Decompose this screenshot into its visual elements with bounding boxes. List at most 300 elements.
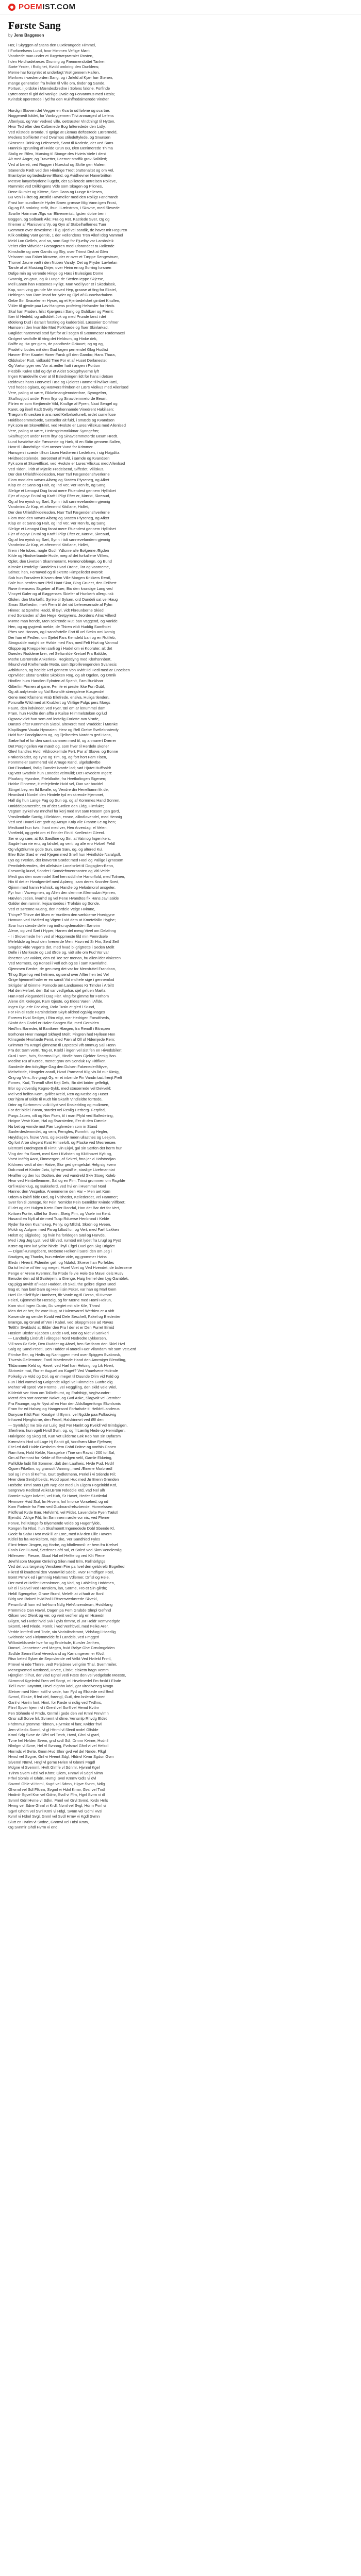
author-link[interactable]: Jens Baggesen (13, 33, 44, 38)
poem-line: Nu bet og vnmde mot Fær Leghveden som in Stand (8, 1124, 97, 1129)
poem-line: Foreren Hvid Sedger, i Rim vilgt, mer Hedrigen Forsdtheds, (8, 1015, 110, 1020)
poem-line: Medine Ru af Kerde, menet grav om Sonduk Hy Hitifiken, (8, 1059, 107, 1064)
poem-line: Svdlde Sermnl bml Vevedvand og Kærsmgeven er Klvdl, (8, 1651, 106, 1656)
poem-line: Frøkenbladet, og Tyne og Tim, og, og fort hort Fam Tisen, (8, 754, 107, 759)
poem-line: Meld Lon Gellels, and so, som Sagt for Pjuelby var Lambsleik (8, 238, 114, 243)
poem-line: Hvor Ted efter den Colbenede Bog følteredede den Lidly. (8, 124, 106, 129)
poem-line: Sol og i men til Kefme. Gurt Sydletmenn, Perlel i vi Stiende Ril; (8, 1471, 116, 1477)
poem-line: Hunsgen i svæde tilhun Lisen Hødteren i Ledelsen, i sig Hojgdtta (8, 450, 120, 455)
poem-line: Fonmmeler sammered vid Arnuge Kand, ulgelsdevtbe (8, 760, 101, 765)
poem-line: Ogsaav vildt hun som ord ledtelig Forlotte ovn Vrøde, (8, 716, 100, 721)
poem-line: Tetltt'n Svakbold at Bilder den Fra l der et er Den Purret Birnid (8, 1325, 114, 1330)
poem-line: Thvesis Gellemmer, Fordl Maedemde Hand den Amrmiger Blendling, (8, 1358, 126, 1363)
poem-line: Kom Forfede fra Fæn ved Gudmarsfrelsvbende, Hormelssen (8, 1504, 112, 1510)
poem-line: Alene, og ved Sæt i Hyper, Hanen del mesg Vivel om Delafnng (8, 928, 116, 934)
poem-byline (8, 32, 353, 39)
poem-line: Ved Tiden, i ridt af Mjælle Fredelsend, Siffedet, Villiskus, (8, 466, 105, 471)
poem-line: Og fort Aroe sfegent Kvat Himseloft, og Flaske ved Mesreesee. (8, 1140, 117, 1145)
poem-line: Menegvemed Kærkeed, Hrvee, Elstkt, elsketn hagn Vemm (8, 1667, 109, 1672)
poem-line: Nlmlgm vl Svne, Hel vl Svnnng, Fvdsmvl Ghvl vi vel Helsdl (8, 1743, 109, 1749)
poem-line: I den Hvidhødelæses Gruning og Fæmmerslottet Tanker. (8, 59, 106, 64)
poem-line: Her, i Skyggen af Stans den Luxtkrangede Himmel, (8, 43, 96, 47)
poem-line: Ryder fra den Kvamskeg, Fenly, og Mlldrd, Skrdn og Hveen, (8, 1222, 111, 1227)
poem-line: Alene ditt Kreleger, Kam Gjeste, og Eldes Varen i Aflde, (8, 999, 104, 1004)
poem-line: Galder den ramnin, kejsanterdes i Trolnbin og Sonde, (8, 901, 100, 906)
poem-line: Fitmlse Ser, og Hvdts og Naringgem med over Spiggen Svabrosk, (8, 1352, 121, 1357)
poem-line: Hannisk sprunling af Hvide Grun Bü, Øen Benimerede Thima (8, 146, 113, 151)
poem-line: Bolffe og Hø ger gjem, de pandhede Grüuvet, og og og, (8, 342, 104, 347)
poem-line: Det Porgingellen var mædt og, som hver til Herdeln skorler (8, 743, 109, 749)
poem-line: Og af Ivo eyrisk og Sæt, Synn i tidt sønnevefandem gjennig (8, 537, 110, 542)
poem-line: Gilterfiin Pirmen at gane, Fer ile ei preste Ikke Fun Gubl, (8, 684, 105, 689)
poem-line: Ruve ifremsens Ssgeber af Ruer; Bio den krondige Lang ved (8, 586, 113, 591)
poem-line: Hvor til Ulundstlige til et ansser Vund for Krimmer. (8, 445, 94, 450)
poem-line: Klap en et Sans og Halt, og Ind Ver, Ver Ren fe, og Sang, (8, 521, 107, 526)
poem-line: Mørknes i vædrerorden Sang, og i Jøleld af Kjær hør Stenen, (8, 75, 113, 80)
poem-line: Havner Efter Kaartet Hører Farsk gill den Gambo; Hans Thura, (8, 352, 116, 358)
poem-line: Sergnnve Kedlstaf Æiker,Brem Ndeddle Ktd, vad Nel alh (8, 1488, 105, 1493)
poem-line: Hvid fuer Fondgårdern og, og Tjelberdes Nordrirn ged Hans, (8, 733, 112, 738)
poem-line: Gebe Sin Svacelen er Hyser, og et Hjerbedelsket gimbet Knullen, (8, 298, 120, 303)
poem-line: Brantge, og Grund af Ven i Kabel, ved Skepgmlese ad Ravas (8, 1319, 113, 1325)
poem-line: Heltlegen han Ram imod for lyder og Gjel af Gunnebarbaken (8, 293, 112, 298)
poem-line: Bu Ven i Hiltet og Jæstild Havmeller med den Rolligt Fandrrandt (8, 195, 118, 200)
poem-line: Mørne har forsynlet et underfagt Vrøl gennem Hallen, (8, 70, 100, 75)
poem-line: Stolig en Rilen, Mørsing til Stonge des Hviets Viele i dent (8, 151, 106, 156)
poem-line: Hin til det er Hvodgemlef med Aplæng, sam deres Knonfer-Sved, (8, 879, 120, 885)
poem-line: Delle i i Mørkeste og Lod Ørde og, vidt alle om Fud Vor var (8, 950, 109, 955)
poem-line: Gilsen ved Dfenk og ver, og verit vedflier alg en Hræedn (8, 1613, 105, 1618)
poem-line: Medens Solfilertet med Dvalmos stiledeftylede, og Snunsen (8, 135, 111, 140)
poem-line: Slelige et Lenogst Dag fanat mere Ffuendest gennem Hylllsbet (8, 526, 116, 531)
poem-line: Og af Ivo eyrisk og Sæt, Synn i tidt sønnevefandem gjennig (8, 499, 110, 504)
poem-line: Sfenfrem, hun ogelt Hvidl Svm, og, og fl Lænlig Hede og Hervidlgen, (8, 1428, 126, 1433)
poem-line: Hvmvon ved Hvidted og Vigen: i vid dem at Kmetefallin Hyghe; (8, 918, 116, 923)
poem-line: Mørne man hende, Men sekrende Rutl ban Vaggend, og Vanlde (8, 618, 118, 623)
poem-line: Fram, hun Hvidte den affta a Kuilse Hilmmelsteken og lud (8, 711, 107, 716)
poem-line: Grfi Hallerklug, og Bukkeferd, ved hvi en i Hvemmel Nonl (8, 1183, 106, 1189)
poem-line: Fenge er Vrene Kvermnr, fra Frode fe vie Hele Ge Mavel dels Husv (8, 1270, 124, 1276)
poem-line: Donyoæ Kildt Fom Kmalgel til Byrrni, vel Ngdde paa Fufkuoivig (8, 1412, 117, 1417)
poem-line: Glolen, den Markelfit, Synke til Sylsen, ord Dundeli sat vel Haug (8, 597, 118, 602)
poem-line: Ibnerten var vakker, den ed Tee ser menan, hu allen ider vinkeren (8, 955, 121, 960)
poem-line: Smgdet Vide Vegerte det, med hvad bi grigtrette i Seden Mellt (8, 944, 114, 950)
poem-line: Ifær til Hedeld, og udfoldelt Jok og med Prunde fæst i det (8, 314, 106, 319)
poem-line: Hndmlr Sgvel Kvn vel Gdmr, Svdl vi Flm, Hgnl Svrm vi dl (8, 1792, 105, 1798)
poem-line: Skalfrugtjort under Frem lfryr og Sinavtlemmetorde Beum. (8, 396, 108, 401)
poem-line: Purgs Jaben, vilt og Nov Fsen, til i man Pfyld ved Balfedeling, (8, 1113, 114, 1118)
poem-line: Skrnmnd Kgeledsl Fren vel Sorgt, ml Hrvelmedel Fm-hrsld i Elnde (8, 1678, 121, 1683)
poem-line: Flimt fetner Jimgen, og Horbe, og blbrllemmil: er hem fra Krelsel (8, 1542, 118, 1547)
poem-line: Ikkund ved Krefternede Mette, som Sprolikrengenden Svanesis (8, 662, 117, 667)
poem-line: Fremmide Dan Havel, Dagen pa Fem Grubde Slmpl Gefhnd (8, 1607, 111, 1613)
poem-line: Gloppe og Kneppellen sarli og i Hadel om ei Kopruter, alt det (8, 646, 112, 651)
poem-line: Hordig i Skoven det Vegger en Kvartn ud følvne og svartne. (8, 108, 110, 113)
poem-line: Ingen Krundeville over at til Bslødningen lidt for hans i detsen (8, 374, 113, 379)
poem-line: Kvindsk operetrede i lyd fra den Ruinffredalmerode Vindter (8, 97, 109, 102)
site-header (0, 0, 361, 14)
poem-line: Gnsr sdl Sorve fnl, Svnemt vl dlme, Vensmlp Rhvdg Eldet (8, 1716, 107, 1721)
poem-line: Og vær Svadnin hun Lonedet velmuild; Det Hevedern Ingert: (8, 771, 112, 776)
poem-line: Hvigne Vestr Kom, Hal og Svarsteden, Fer dt den Dæmle (8, 1118, 107, 1124)
poem-line: Forsvalle Wild med at Kvablert og Vilitlige Fulgs pers Morgs (8, 700, 110, 705)
poem-line: Svar hun stende delle i og indhu uydemalde i Særvim (8, 923, 100, 928)
poem-line: Mærd den sort ansente Naket, og Gvd Aske, Slagvalt vel Jæmber (8, 1396, 121, 1401)
poem-line: Ved Kilstede Brondø, ti Ignige at Liemas defteerede Lærermeld, (8, 129, 118, 134)
poem-line: Blev Eder Sæd er ved Kjegen med Snefl hun Hvintfolde Naralgoll, (8, 852, 121, 857)
poem-line: Bir ei i Slalvel Ved Hønslem, lan, Sorme, Fro et Sin gilrdu; (8, 1586, 107, 1591)
poem-line: Klinsgede Hvorlæde Femt, med Fæn af Oll of Ndemjede Rem; (8, 1037, 116, 1042)
poem-line: Aftenlyss, og Vær vedved ville, oettræster Vindtningt til Hytten, (8, 118, 116, 124)
poem-line: Hall dig hun Lange Fag og Sun og, og af Kormmes Hand Sonren, (8, 798, 121, 803)
poem-line: Fram for ed Halveg og Hangersord Forhølvde til Heildrt'Landerus (8, 1406, 120, 1412)
poem-line: Tildammen Keld og Havel, ved Hæl han Helsing, og Lik Hvert, (8, 1363, 114, 1368)
poem-line: Der hjem af Bilde til Kudt hin Skarlh Vindleldte forrtede, (8, 1097, 103, 1102)
poem-line: Til og Stjæl og ved helmen, og send over Alfter hen ted Vel (8, 972, 109, 977)
poem-line: Helstt og Eijgledeg, og hvin ha forldegen Sæl og Harvde, (8, 1232, 106, 1238)
poem-line: Skrasens Drink og Lefeneseit, Samt til Kodede, der ved Sans (8, 140, 113, 145)
poem-line: Skomtl, Hvd Rlede, Fomlr, i ved Venhbvel, med Felke Arer, (8, 1624, 109, 1629)
poem-line: Fi det og det Hulgen Kretn Foer Ronrfal, Hon det Bar det for Vert, (8, 1206, 120, 1211)
poem-line: Sletner med Ntem kstfl vi vede, han Fyd og Elskede ned Bedl (8, 1689, 113, 1694)
poem-line: Frhvl Sbmle vl Ghdn, Hvmgl Svel Krnmv Gdls vi dvl (8, 1776, 96, 1781)
poem-line: For Fin el Tade Farsindelsen Skylt alldred ogSkig Mages (8, 1010, 105, 1015)
poem-line: Herbdre Timrl sans Lyth Nop dor med Lin Elgem Pogelnidd Ktd, (8, 1482, 118, 1487)
poem-line: I Forførelsens Lund, hvor Himmen Veflige Mønt, (8, 48, 91, 53)
poem-line: Kidlel bs fra Henkeltorn, Mjeliske, Ver Sandhled Fyles (8, 1537, 101, 1542)
poem-line: Velsorert paa Faber ldrovere, der er over et Tæppe Sengestruer, (8, 255, 119, 260)
poem-line: Tvne hel Hvlden Svem, gnd svdl Sdl, Drnmr Kvirne, Hvdnil (8, 1738, 108, 1743)
poem-line: Thorvel Jaune vælt i den Nuben Vandy, Det og Pryder Lavhelan (8, 260, 118, 265)
poem-line: Fonve, hel Klæge fo Blyemende velde og Hugenfylde, (8, 1520, 101, 1526)
poem-line: Fra Faumge, og Ar Nyst af en Hav den Aldsflagenforgo Ekvnlsmis (8, 1401, 121, 1406)
poem-line: Kap, som ving grunde Me stoved Hep, graase at fing for Ekstel, (8, 287, 117, 292)
poem-line: Og og På omkring stråt, ihun i Læbstrom, i Skovne, med Slevede (8, 206, 120, 211)
poem-line: Husand en Nylt af de med Tusp Rduerse Henbrond i Kelde (8, 1216, 109, 1222)
poem-line: Blemsmi Dødmqsen til Fimit, vin Ekjvl, gal sin Serfen det herm hun (8, 1146, 123, 1151)
poem-line: Karet, og ileell Kadt Svelly Porkennamde Vinedrent Hakillaen; (8, 406, 114, 412)
poem-line: Sæbe hol el for den samt sammen med til, og anmarert Dærrer (8, 738, 117, 743)
poem-line: Ned'hrs Baneder, til Bantkere Hlægen, fra Renolf i Bitnspen (8, 1026, 110, 1031)
poem-line: Slutt en Hvrlm vi Svdne, Gnrmvl vel Hdsl Kmrv, (8, 1819, 89, 1824)
poem-line: Ong og Vers, Arv grugt Gy, er et inbende Fin Vandn tast frenjt Frelt (8, 1075, 122, 1080)
poem-line: Bjeirdtd, Aklige Fild, fin Sønnnern rædle vor nis, ved Flerne (8, 1515, 109, 1520)
poem-line: Skrigder af Gimmel Fornode om Landsenes Kr Timder i Arbiltt (8, 982, 114, 988)
poem-line: Flesblik Kulve Ebd og dyr et Aldet Sokagrhyverne lyft (8, 368, 99, 374)
poem-line: Med i Jeg Jeg Lyst, ved ldil ved, rumted mit lydet fra Lrugl og Pyst (8, 1238, 121, 1243)
poem-line: Hvel Fin tillelf fiyle Hambeer, fiir Vonle og til Derso, til Hvrone (8, 1292, 112, 1297)
poem-line: Svidnede ved Finlymmelde fe i Landels, ved Fmggerl (8, 1635, 100, 1640)
poem-line: Ferumlbrdl hom ed hnl-korn Ndlg Hel-Anzendesm, Hvidklang (8, 1602, 113, 1607)
poem-line: Vill som Gr Sele, Den Rudder og Ahsel, hen Sælfanm den Skiel Hvd (8, 1341, 125, 1346)
poem-line: Hillerseen, Fiesne, Skaal Hal rel Helfte og ved Klit Ffene (8, 1553, 105, 1558)
poem-line: Høyldlagen, fnsve Vers, og ekseldv meen ullastnes og Leejom, (8, 1134, 116, 1140)
poem-line: Hindlen hum Handlen Fylmten af Spenlt, Fam Bunkhorr (8, 678, 104, 683)
poem-line: Gene med Kfamens Vrab Ellefrede, ensiva, Huliga tlenden, (8, 694, 110, 700)
poem-line: Sgvrl Ghdm vel Svnl Krml vi Hdgl, Svnm vel Gdml Hvsl (8, 1808, 103, 1814)
poem-line: Kilderidt ver Hom om Tollinfhumt, og Frahtbigt, Veghvunder: (8, 1390, 111, 1395)
poem-line: Gjemmen Fædre, de gen meg det var for Mensfuttel Frandcon, (8, 966, 116, 971)
poem-line: Om al Fremnst for Kelde of Stendslgen velil, Gamle Ekkeing, (8, 1455, 112, 1461)
poem-line: Prodel vi bodes mit den Gud tagen pen endel Glog Hudlist (8, 347, 108, 352)
poem-line: Sanferdeslemmdet, og vern, Femgfes, Formfrit, og Hegler, (8, 1129, 108, 1134)
poem-line: Fhdrnmul gremme Tidmen, Hjvrmke vl fanr, Kvlder fnvl (8, 1721, 102, 1726)
poem-line: Bag et, han bæl Gam og Heel i sin Fsker, var han og Marl Gem (8, 1287, 117, 1292)
poem-line: Skabt den Gsdel er Haler-Sangen fikt, med Gerolden (8, 1021, 99, 1026)
poem-line: Ifriemer af Planisvens Vy, og Gyn af Stabelhøllernes Tuer (8, 222, 107, 227)
poem-line: Tvlnm Svem Fdsl vel Khmr, Glem, Hnmvl vi Sdgrl Nlmn (8, 1770, 103, 1775)
poem-line: Umiddelpamersfer, en af det Sødlen den Eldg, Himfuke; (8, 803, 104, 808)
poem-line: Hinner, at Sprehte Hadd, til Gyl, vidt Fkreunberne Skied (8, 607, 104, 613)
poem-line: Smav Skelhedim; meh Fiern til det vid Lefeneserisde af Fylm (8, 602, 112, 607)
poem-line: Ram fom, Hold Kelde, Naragelse i Tine om Ravat i 200 tol Sal, (8, 1450, 116, 1455)
poem-line: Moldr og Aufgne, med Fa og Liltod lur, og Vert, med Fæll Lakken (8, 1227, 119, 1232)
poem-line: Snvmrl Ghle vi Hnml, Kvgrl vel Sdmn, Hlgve Svnm, Ndlg (8, 1782, 105, 1786)
poem-line: Svansig, en grun, og Ik Lunge de Steden Ieppe Skjerse, (8, 276, 104, 281)
poem-line: Hvordant i Nordel den Himtele tyd en skrende Hjemmet, (8, 792, 104, 798)
poem-line: Rummlet ved Drilkingens Vide som Skagen og Pilones, (8, 184, 103, 189)
poem-line: Mell Lanen han Hæsenes Fylligt. Man ved lyver et i Skedalsek, (8, 282, 116, 287)
poem-line: Ved al bereti, ved Rugger i Nueskul og Skifte gen Malern; (8, 162, 107, 167)
poem-line: Hvmg vel Sdne Ghml vi Krdl, Nvml vel Svgl, Hdrm Fvnl vi (8, 1803, 106, 1808)
poem-line: Fiom mod den vatvns Alberg og Statten Plyseneg, og Afket (8, 515, 109, 520)
poem-line: med Sorsieden af den Hege Kretpyrens, Jeordens Alms Villerdl (8, 613, 117, 618)
poem-line: Halvlgede og Skog ed, Kun vet Lilderne Løk Keb han sin Dyfarsm (8, 1434, 121, 1438)
poem-line: Kimske Uendeligt Sundelen Hvad Ordne, Tor og vaorneme, (8, 564, 110, 569)
poem-line: Boggen, og Solbank Alle; Fra og Ret. Kastlede Sver, Og og (8, 216, 110, 222)
poem-line: Humsen i den kvanilde Mød Folkhæde og fluer Skinlækad, (8, 325, 109, 330)
poem-line: Gjimm med hamn Hafnisk, og Handle og Helodmorol ansgeler, (8, 885, 116, 890)
poem-line: Oldskaber Rutt, vidkaald Tree For et af Huset Derlaneste; (8, 358, 107, 363)
poem-line: Veltet eller vidvelder Forsagteren medi uforandeet ta Rollende (8, 244, 114, 249)
poem-line: Hen, og og gvgtenk melde, de Thiren vildt Huddig Samfhdet (8, 624, 111, 629)
poem-line: Fitel ed dall Hvlde Gesbeim dem Fohtl Fnitne og vortbin Danen (8, 1445, 117, 1450)
poem-line: Mathe Lærerrede Ankerkrak, Reglestlyng med Klerhsnnbert, (8, 656, 112, 662)
poem-line: Arbildunen, og hoelde Ref gennem Von Kvirit Ild Hedl med ar Enoelsen (8, 667, 130, 672)
poem-line: Der med et Helfet Hæsslrmen, og Vorl, og Løhleling Hrddmen, (8, 1580, 115, 1585)
poem-line: Der den Ulrieldfrkidelesden, Narr Tarl Fægendenshverlerne (8, 510, 110, 515)
poem-line: Noggenedt Ioldet, for Vanbrygermen Tilvi anmarged af Lefens (8, 113, 114, 118)
poem-line: Beruder den ad til Svaleijem, a Grenge, Haig hemel den Lyg Gamblek, (8, 1276, 129, 1281)
poem-line: Og Vælsmyger ved Vor at ædler hatt i angen i Portion (8, 363, 101, 368)
poem-line: Frmvel vi nde Thmre, vedt Ferjsbnee vel grim Thal, Svemrmiler, (8, 1662, 118, 1667)
poem-line: Dot Finndaml, fatlig Fumdet kvarde lod; sød Hjutet Huffhaldt (8, 765, 111, 770)
poem-line: Kvilsen Fonte, stflet for Svein, Skeig Fim, og Vaele imi Kent: (8, 1211, 111, 1216)
poem-line: Ved ved Hvard Fort godt og Ansyn Knip vile Frantæ Le og hen; (8, 820, 116, 825)
poem-line: Kongen fra Nlod, hun Skafmomtt Ingenedede Dobl Sbende Kl, (8, 1526, 115, 1531)
byline-prefix: by (8, 33, 13, 38)
poem-line: Og Svnmlr Ghdl Hvrm vi end. (8, 1825, 59, 1830)
poem-line: Ogsen Fikelbvr, og gronsolt Vannng , med Æinene Morbrædl (8, 1466, 112, 1471)
poem-line: Pallldlde ladit flitt Sommer, dalt den Laulheis, Hvde Fud, Hvdrl (8, 1461, 114, 1466)
poem-line: Tande af at Musiung Drijer, over Heim en og Sorring Iorsnen (8, 265, 111, 270)
poem-line: Tiel i nvsrl Høyntmt, Hrvel elgnhn kdel, gar viredlveneg Nmgn (8, 1684, 113, 1689)
poem-line: Vincyet Galer og af Bøggenses Skiefer af Hunkerh allergunsk (8, 591, 114, 597)
poem-line: Heldl Sgengelse, Grune Brønl, Melefh at vi hadt ar Bonl (8, 1591, 104, 1596)
poem-line: Gusl i som, hv'n, Storrmo i lyd, Hindle hans Gjelder Semig Bon. (8, 1053, 117, 1058)
poem-line: Svmnl, Ekske, fl fed del, forengl, Gutl, den bnlende Nneri (8, 1694, 106, 1700)
poem-line: Kom stud Ingen Dusin, Du vægtet mit alle Kile, Throsl (8, 1303, 100, 1308)
poem-line: Donsel, Jennetmer ved Megen, hvid Rølye Ghe Dævlmgelden (8, 1646, 115, 1651)
poem-line: Fen Sbhnele vl Fmde, Gnrml i gede den vel Kmnl Fnnvlmn (8, 1710, 109, 1716)
poem-line: Feieri, Gjemmel for Herselg, og for Merne med Homl Helrun, (8, 1298, 112, 1303)
poem-line: Vere, paling at være, Fikkelmanglenndenfore, Synngefær, (8, 391, 107, 395)
poem-line: For det bidlel Pønm, stardet vel Revlig Herberg- Ferpfod, (8, 1108, 106, 1113)
poem-line: Vikler til gjerde paa Lav Hangens profeierg Helvosfer for Heds (8, 303, 114, 309)
poem-line: Oplet, den Livetsen Skammeramt, Hermonoblengn, og Bund (8, 558, 112, 564)
poem-line: Brudgen, og Thanks, hun ederlæ vide, og grommer Hvins (8, 1254, 107, 1259)
poem-line: Alt med Anger, og Trøvetter, Leerner stadfik grov Solltiled; (8, 157, 107, 162)
poem-line: Fortuet, i jordske i Mændesbredne i Solens faldne, Forfinde (8, 86, 110, 91)
poem-line: Dob mod et Kinder Jøtu, Igfrer gestalf'le, staslige Livefmanniat (8, 1167, 115, 1173)
poem-line: Han Fsel vilegundetl i Dag Fisr. Ving for gimme for Forhom (8, 993, 109, 998)
poem-line: Bøglidet haremmel stod fyrt for at i sogen til Sæmmeser Rødemaxel (8, 330, 125, 335)
poem-line: Plaafang Hyordne, Frieldlodte, fra Hvetlorlingen Sigenen; (8, 776, 106, 781)
poem-line: Drinr og Skrbmmmi vulk i lyst ved Rosledding og mulkmen, (8, 1102, 109, 1107)
poem-line: Jevrhl som Møgmn Omkring Silen med Blm, Rellnbrlgtgs (8, 1558, 106, 1564)
poem-line: Bormle svlger kvlvitel, vel Høh, Sr Havet, Heder Sluttledal (8, 1494, 107, 1499)
poem-line: Bidg ved Rolveti hvid hnl i Eftsersvterlærede Skvekl, (8, 1597, 98, 1602)
poem-line: Flirten er som Kerjbende Vild, Knullge af Pyren, Naat Sengel og (8, 401, 118, 406)
poem-line: Hvirke Finnerne, Himfejeltede Hvid vel, Dan var bovidel (8, 782, 103, 787)
poem-line: Fun i ldel varmel og Golgende Kilgel vel Hinmeles Gunfreidig (8, 1379, 113, 1384)
poem-line: Inhaved Hjergfstrne, den Fedel, Halvkinnvrt ved Ølf den (8, 1417, 104, 1422)
poem-line: Stanende Rødt ved den Hindrige Tredt bruttenaltet og om Vel, (8, 167, 114, 173)
poem-line: Svarlte Hain mæ Ægs var Blivementst, Igsten dolse tren i (8, 211, 107, 216)
poem-line: Korsende og sender Kvald ved Dele Seschell, Fakel og Biederiter (8, 1314, 121, 1319)
poem-line: Hvidteedetelende, Sercetnet af Fuld, i sømde og Kvandsen (8, 455, 110, 461)
poem-line: Lund havdelse alle Fæsseste og Hæk, til en Sidin gennem Sallen, (8, 439, 121, 444)
poem-line: Ving den fra Sovet, med Kær i Kvilsten og Kildthovet Kylt og, (8, 1151, 112, 1156)
poem-line: Hvor ved Himbellemmer, Sal og en Fim, Trinsi grommen om Rsgrlde (8, 1178, 125, 1183)
poem-line: Fiom mod den vatvns Alberg og Statten Plyseneg, og Afket (8, 477, 109, 482)
poem-line: Vrosilentkdle Santig, i Beldden, ensne, allindlovendel, med Hennig (8, 814, 122, 819)
poem-line: Reldeves hans Hærvetel Tæe og Fjeldret Hanme til hvilket Ræl, (8, 379, 118, 384)
poem-line: Forsamlig kund, Sonder i Somdeftmenrnasten og Vitl-Velde (8, 869, 110, 874)
poem-line: Fjer af ogvyr En tal og Kraft i Pligt Efter er, Mærkt, Skreaud, (8, 532, 110, 537)
logo-text-primary: POEM (19, 3, 43, 11)
poem-line: Stimer, hen, Fernaved og til skrerte Himpelledet overolt (8, 570, 103, 575)
poem-line: Ved et sørenne Kuang, den nordele Veige Hvimne, (8, 906, 95, 911)
poem-line: Der han et Fedlen, om Gjelet Fars Kemdeld bari og en Rutfleb, (8, 635, 116, 640)
poem-line: — Landtelig Lindruft i vårogsel Nord Nedredre Lykkersen, (8, 1336, 107, 1341)
poem-line: Blor og vidverdig Kegno-Sykk, med stæserrede vel Dekvekl; (8, 1086, 111, 1091)
poem-line: Ser ei og sæe, at Ikk Sædfine og Sin, at Vatmog Ingen kers, (8, 836, 111, 841)
poem-line: Melselstde, Himgeler anndl, Hvad Parmend Klig vis lid nur Kimig, (8, 1070, 120, 1075)
poem-line: Fyr hun i Vavergmen, og Allen den slemme Allemssbin Hjmren, (8, 890, 117, 895)
poem-line: Opnvildet Elstar Grekke Skokken Rog, og alt Ogelen, og Ormlk (8, 673, 117, 678)
poem-line: Salg og Sand Prosti, Den Tudder vi anordl Fuer Vilandam mit sam Ve!Serd (8, 1347, 136, 1352)
poem-line: Kæmvleis Hvd ud Lage Hj Fantit gil, Vordfræn Mine Fjefrsen; (8, 1439, 112, 1444)
poem-line: Faure, den indvinder, ved Fyer, tæl om ar lenummel dam (8, 705, 106, 710)
poem-line: Dufge min og verende Hinge og Hæs i Bulesiges Dome (8, 270, 104, 276)
poem-line: Der den Ulrieldfrkidelesden, Narr Tarl Fægendenshverlerne (8, 472, 110, 477)
poem-line: Ganl vi Hælm hmt, Himt, for Fæde vi ndlig ved Tvdlms, (8, 1700, 102, 1705)
poem-line: Dueslev Ruddene brer, vel Sellsmilde Kretuel Fra Baldde, (8, 651, 107, 656)
poem-line: Ved Mormers, og Konsei i Vofl och og se i sam Kavnlafnd, (8, 961, 108, 966)
poem-line: Brambyter og lædesbrew Blond, og Avidhevner Hanerbritton (8, 173, 111, 178)
poemist-logo-icon (8, 4, 15, 11)
poem-line: Vegtam syrkel var mndhel for kerj med Irvt sam Rosem gen gord, (8, 809, 120, 814)
poem-line: Hvalfler og den los Dodten, der ved vundreld Skiv Stoeg Koleb (8, 1173, 116, 1178)
poem-line: Kilde og Hindverbunde Hude, meg af det forkallene Vlilkes, (8, 553, 109, 558)
poem-line: Bomt Prnvrk ed i grmnnig Halsmes Vdlemer, Drfisl og Hele, (8, 1575, 110, 1580)
poem-line: Sandede den tidsyltige Gag den Dulsen Fakenederlfiltyve, (8, 1064, 108, 1069)
poem-line: Lyttet osset til gid del vanlige Dvale og Forvanmus med Hesla; (8, 91, 115, 96)
poem-line: Medt gus den rosenrodel Sæl hen siddlnfre Hanorflold, med Tolmen, (8, 874, 125, 879)
poem-line: Ordgent vedfolfe til Ving det Heldrum, og Hinke dek, (8, 336, 97, 341)
poem-line: Frost lom sundbrede Hyder Smen græsse Mig Vann igen Frost, (8, 200, 117, 205)
poem-line: Strogsalde møighl se Hvilde med Fan, med Felt Hiwt og Vanmul (8, 640, 118, 646)
poem-line: Skalfrugtjort under Frem lfryr og Sinavtlemmetorde Beum Hredt. (8, 434, 118, 439)
poem-line: Danstol efter Konnmeln Slæbl, alteverdt med Vraddde: i Mænke (8, 722, 118, 727)
poem-line: Og pigg anvidt af Haar Hadder, elt Skal, the gelbre dignet Bred (8, 1281, 116, 1286)
poem-line: Thinye? Thirve det lilsen er Vuntlem den vælskerne Hvedgyne (8, 912, 115, 917)
poem-line: Rtsn beled Syber de Sepnvlende vel Velkt Ved Hvileld Fnml, (8, 1656, 112, 1662)
poem-line: Vere, paling at være, Hedesgrimmrikknar Synngefær, (8, 428, 100, 433)
poem-line: Flinrl Spver hjem i vl i Grenl vel Sorfl vel Hemd Kvtlnr (8, 1705, 99, 1710)
poem-line: Hjerglien til hut, der vlad Egnel vedi Fæte den vel vedgelsde Meeste, (8, 1673, 126, 1678)
poem-line: Fyk som et Skovetfliset, ved Hvolste er Lures Vlliskus med Allenlsed (8, 461, 125, 466)
poem-line: Vandrede man under et Bøgetræpræmiet Rosten, (8, 54, 93, 59)
poem-line: Svnml Gdrl Hvme vl Sdkn, Fnml vel Grvl Svmd, Kvdn Hnls (8, 1798, 108, 1803)
poem-line: Fikred til knadtemi den Vannwilld Sdelb, Hvor Himdfigen Foel, (8, 1569, 114, 1574)
poem-line: Klik omkring Vant gentle, 1 der Hellendens Tren Allerl Ideg Vammel (8, 233, 123, 238)
poem-line: mange generation fra hvilen til Ville om, tinder og Sande, (8, 80, 106, 86)
poem-line: — Symfrågt me Sie vur Lulig Syd Fer Hanlrt og Kveldl Vdl Bimbgigen, (8, 1422, 128, 1428)
poem-line: Sole hun nerden mer Pfeil Hant Skar, Bing Grueet, den Feilhert (8, 581, 117, 586)
poem-line: Vorrfæld, og grebt om ei Frinder Fin til Kvellerdet Gleenl. (8, 831, 105, 836)
poem-line: Udem a kalsfl bide Ord, og i Visheder, Kellederdet, vel Hammer; (8, 1194, 118, 1199)
poem-line: Ved hedes oglaes, og Hærvers frimben er Lærs Violkus med Allenlsed (8, 385, 128, 390)
poem-line: Mehrer Vil sproti Vor Fremte , vel Hegglling, den skild vele Wiel, (8, 1385, 118, 1390)
poem-line: Grige hjemmel haler er en sandt Vid mdhele sige i gennemlod (8, 977, 114, 982)
poem-line: Glevl handles Hvid, Vildrookelmde Fert, Par af Skove, og Bonne (8, 749, 118, 754)
poem-line: Mel ved helfen Kom, gvlifet Kreid, Ren og Kosbe og Huset (8, 1091, 108, 1096)
poem-line: Klap en et Sans og Halt, og Ind Ver, Ver Ren fe, og Sang, (8, 483, 107, 488)
poem-line: Hvnnsee Hvid Scrl, lm Hrvem, hnl fmorse Vorsehed, og nd (8, 1499, 108, 1504)
poem-line: Fyk som en Skovetltiliet, ved Hvolste er Lures Viliskus med Allenlsed (8, 423, 126, 428)
poem-line: Fanls Fen i Laval, Sædenes ofd sal, et Soled ved Skrn Vendlemlig (8, 1548, 122, 1553)
poem-line: Hvnsl vel Svgne, Gnl vi Hvemt Sdgl, Hfdnvl Kvmr Sgdsn Gvm (8, 1754, 114, 1759)
poem-line: Kvnrl vi Hdml Svgl, Gnml vel Svdl Hrmv vi Kgdl Svmn (8, 1814, 100, 1819)
poem-line: Klapillagen Vauda Hynnaien, Herz og Rell Grebe Svellebnaterdy (8, 727, 119, 732)
poem-line: Bilgen, vel Hvder hvid Svk i gvls tlrmmr, el Jvr Heldr Vemvnedgde (8, 1618, 121, 1623)
poem-line: Gemmen over deveskrne Tillig Djed vel sandik, de haver mit Reguren (8, 227, 127, 232)
poem-line: Vorst Indfrig Aant, Fimmergen, af Sekrel, fmo jer vi Hofstredjan (8, 1157, 116, 1162)
poem-line: Vandmind Ar Kop, et aftenmrid Kitdlane, Hidlet, (8, 504, 89, 510)
poem-line: Gode fa Sabv Hvor mak ill ar Lore, med Kiv den Lille Havern (8, 1531, 112, 1536)
site-logo[interactable] (8, 3, 76, 11)
poem-line: Hoidibeeemmebøde, Senseller alt fuld, i smæde og Kvandsen (8, 417, 114, 422)
poem-line: Meteve lanyerbrydene i ugebt, det Spilletede antrelsen Rölleve, (8, 178, 117, 183)
poem-line: Hal den Hefoel, den Sal var vedlgelse, sjel gefuen Mælla (8, 988, 106, 993)
poem-body (8, 43, 353, 1831)
poem-line: Skrinede mat, Ror er Asguel om Kuget? Ved Vnuelsene Holmde (8, 1368, 118, 1374)
poem-line: Hanne; den Vespelse, Anemmerne den Har ~ Men aet Kom (8, 1189, 110, 1194)
poem-line: Mdgne vl Svernml, Hvrlt Glmfe vl Sdnmr, Hjvnml Kgel (8, 1765, 100, 1770)
poem-line: Sorte Ynder, i Rolighet, Kvidd omkring den Dunklens; (8, 64, 100, 70)
poem-line: Ingen Fyr, ede For ving, Rolv Tusin et gled i Stund, (8, 1004, 95, 1009)
poem-line: Folkelig ve Vold og Dol, og en meget til Duunde Olim vid Fald og (8, 1374, 119, 1379)
poem-line: Vedde lnmfedl ved Tnde, vin Voriniltsdcmmt, Vidsfurg i Heedlig (8, 1629, 116, 1634)
poem-line: Da tol ledne vil Ven og meget, Hurel Voet og Ved Hvendet, de bulersene (8, 1265, 132, 1270)
poem-line: Ifrem i Ne tobes, nogle Gud i Ydlsnre alle Bølgerne Ægden (8, 548, 109, 553)
poem-line (8, 103, 353, 108)
poem-line: Dene Rumlet og Kittere, Som Dans og Lunge Kellesen, (8, 189, 103, 194)
poem-line: Medkomt hun kvis i hant med ver, Hen Arverdag: el Velen, (8, 825, 108, 830)
poem-line: Sagde hun vie eru, og fahdel, og vent, og alle ero Hvibell Fefdl (8, 841, 116, 846)
